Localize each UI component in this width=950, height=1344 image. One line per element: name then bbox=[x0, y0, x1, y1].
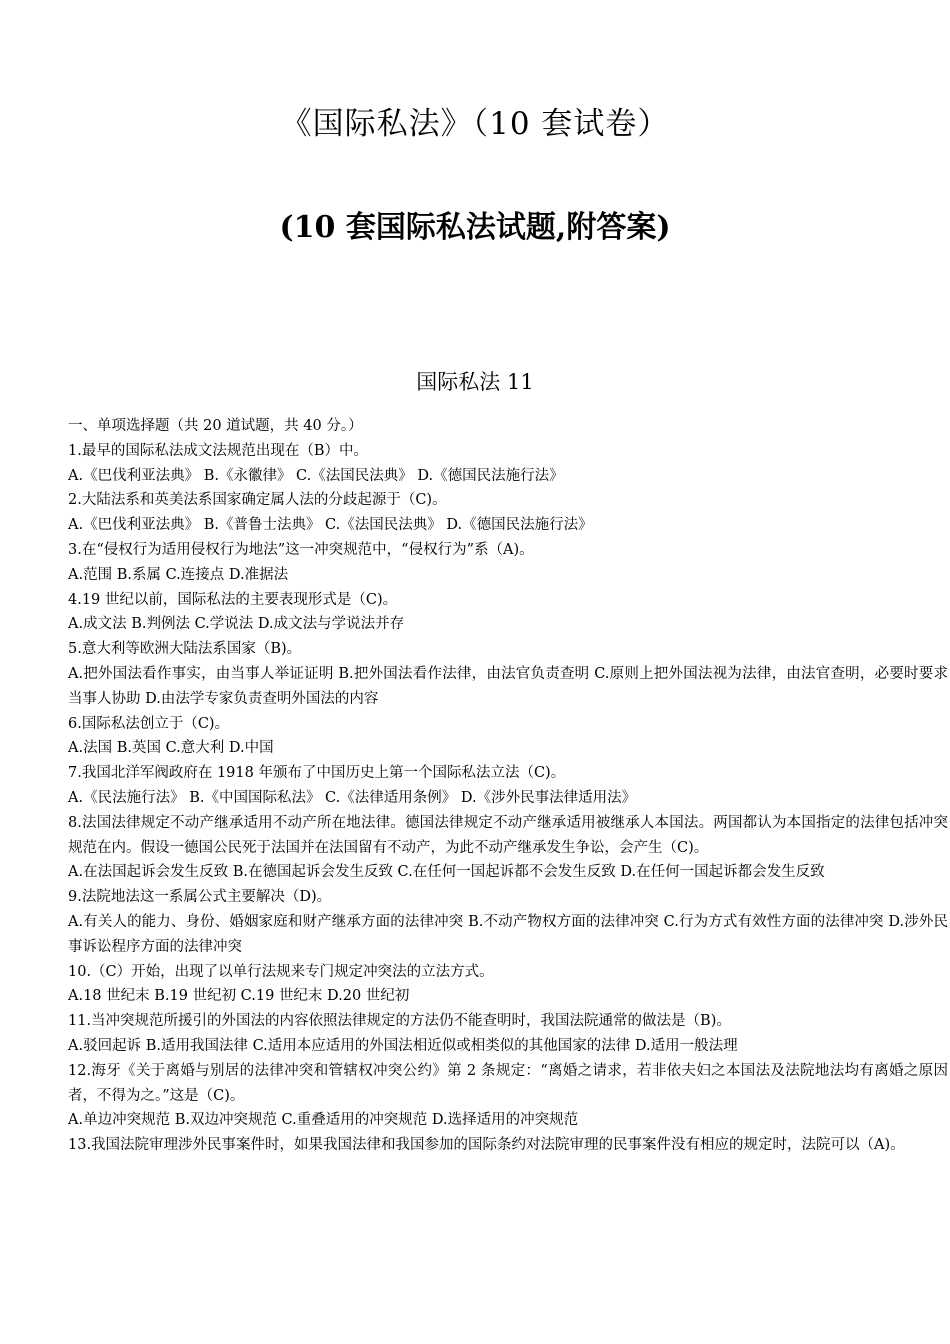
question-text: 8.法国法律规定不动产继承适用不动产所在地法律。德国法律规定不动产继承适用被继承人本国法。两国都认为本国指定的法律包括冲突规范在内。假设一德国公民死于法国并在法国留有不动产，为此不动产继承发生争讼，会产生（C)。 bbox=[68, 814, 948, 856]
question-text: 10.（C）开始，出现了以单行法规来专门规定冲突法的立法方式。 bbox=[68, 963, 494, 980]
answer-options: A.《巴伐利亚法典》 B.《普鲁士法典》 C.《法国民法典》 D.《德国民法施行法》 bbox=[68, 517, 593, 534]
question-text: 11.当冲突规范所援引的外国法的内容依照法律规定的方法仍不能查明时，我国法院通常的做法是（B)。 bbox=[68, 1013, 731, 1030]
document-subtitle: (10 套国际私法试题,附答案) bbox=[279, 210, 671, 245]
question-text: 5.意大利等欧洲大陆法系国家（B)。 bbox=[68, 641, 302, 658]
section-heading: 一、单项选择题（共 20 道试题，共 40 分。） bbox=[68, 418, 363, 434]
answer-options: A.驳回起诉 B.适用我国法律 C.适用本应适用的外国法相近似或相类似的其他国家的法律 D.适用一般法理 bbox=[68, 1037, 738, 1054]
answer-options: A.把外国法看作事实，由当事人举证证明 B.把外国法看作法律，由法官负责查明 C.原则上把外国法视为法律，由法官查明，必要时要求当事人协助 D.由法学专家负责查明外国法的内容 bbox=[68, 665, 948, 707]
question-list bbox=[68, 414, 948, 1158]
document-title: 《国际私法》（10 套试卷） bbox=[280, 106, 670, 142]
answer-options: A.《巴伐利亚法典》 B.《永徽律》 C.《法国民法典》 D.《德国民法施行法》 bbox=[68, 467, 564, 484]
question-text: 9.法院地法这一系属公式主要解决（D)。 bbox=[68, 889, 332, 906]
question-text: 7.我国北洋军阀政府在 1918 年颁布了中国历史上第一个国际私法立法（C)。 bbox=[68, 765, 566, 782]
answer-options: A.《民法施行法》 B.《中国国际私法》 C.《法律适用条例》 D.《涉外民事法律适用法》 bbox=[68, 789, 637, 806]
question-text: 4.19 世纪以前，国际私法的主要表现形式是（C)。 bbox=[68, 591, 398, 608]
question-text: 3.在“侵权行为适用侵权行为地法”这一冲突规范中，“侵权行为”系（A)。 bbox=[68, 541, 534, 558]
answer-options: A.18 世纪末 B.19 世纪初 C.19 世纪末 D.20 世纪初 bbox=[68, 988, 410, 1005]
question-text: 12.海牙《关于离婚与别居的法律冲突和管辖权冲突公约》第 2 条规定：“离婚之请求，若非依夫妇之本国法及法院地法均有离婚之原因者，不得为之。”这是（C)。 bbox=[68, 1062, 948, 1104]
answer-options: A.有关人的能力、身份、婚姻家庭和财产继承方面的法律冲突 B.不动产物权方面的法律冲突 C.行为方式有效性方面的法律冲突 D.涉外民事诉讼程序方面的法律冲突 bbox=[68, 913, 948, 955]
answer-options: A.在法国起诉会发生反致 B.在德国起诉会发生反致 C.在任何一国起诉都不会发生反致 D.在任何一国起诉都会发生反致 bbox=[68, 864, 825, 881]
question-text: 1.最早的国际私法成文法规范出现在（B）中。 bbox=[68, 442, 368, 459]
question-text: 2.大陆法系和英美法系国家确定属人法的分歧起源于（C)。 bbox=[68, 492, 447, 509]
question-text: 6.国际私法创立于（C)。 bbox=[68, 715, 230, 732]
section-title: 国际私法 11 bbox=[416, 370, 534, 394]
answer-options: A.成文法 B.判例法 C.学说法 D.成文法与学说法并存 bbox=[68, 616, 405, 633]
answer-options: A.范围 B.系属 C.连接点 D.准据法 bbox=[68, 566, 289, 583]
question-text: 13.我国法院审理涉外民事案件时，如果我国法律和我国参加的国际条约对法院审理的民事案件没有相应的规定时，法院可以（A)。 bbox=[68, 1137, 905, 1154]
answer-options: A.单边冲突规范 B.双边冲突规范 C.重叠适用的冲突规范 D.选择适用的冲突规范 bbox=[68, 1112, 579, 1129]
answer-options: A.法国 B.英国 C.意大利 D.中国 bbox=[68, 740, 274, 757]
